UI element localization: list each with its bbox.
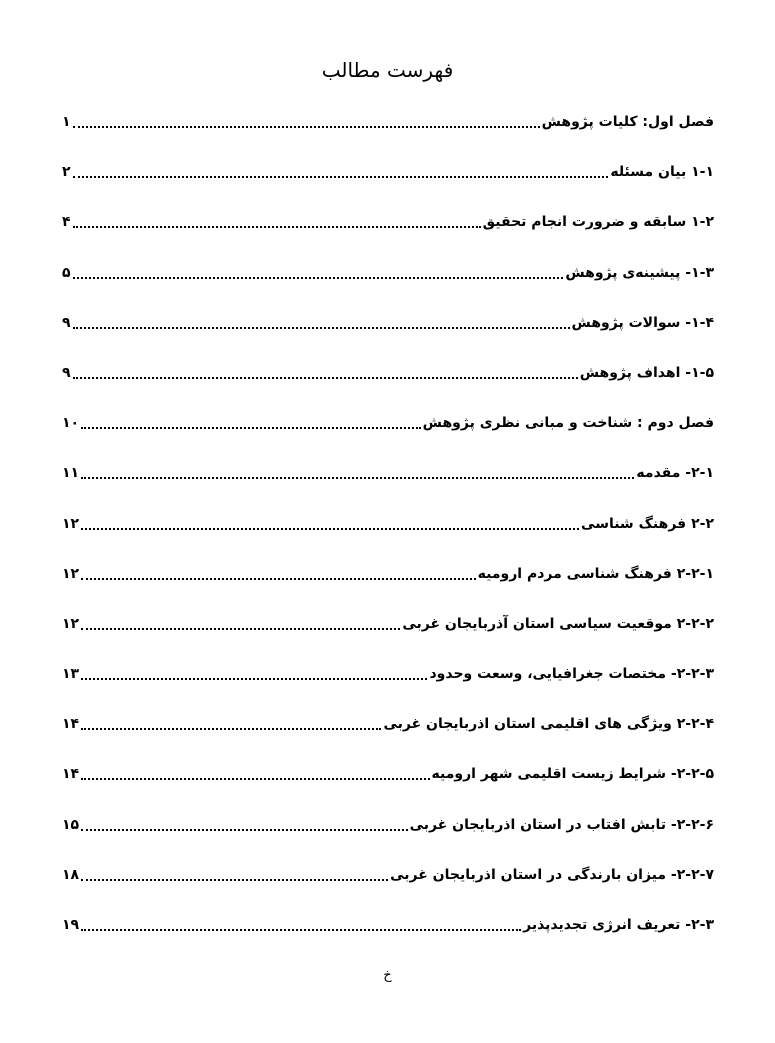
toc-entry-page-number: ۴: [62, 214, 71, 231]
toc-entry-title: ۲-۲ فرهنگ شناسی: [581, 515, 714, 532]
toc-dot-leader: [81, 410, 421, 436]
toc-entry-title: ۱-۵- اهداف پژوهش: [579, 364, 714, 381]
toc-entry-title: ۲-۲-۲ موقعیت سیاسی استان آذربایجان غربی: [402, 615, 714, 632]
toc-entry: [62, 209, 714, 259]
toc-entry-title: ۲-۳- تعریف انرژی تجدیدپذیر: [523, 917, 714, 933]
toc-entry-title: ۱-۲ سابقه و ضرورت انجام تحقیق: [482, 214, 714, 231]
toc-entry: [62, 812, 714, 862]
toc-dot-leader: [73, 310, 570, 336]
toc-dot-leader: [73, 209, 481, 235]
toc-dot-leader: [73, 159, 609, 185]
toc-entry: [62, 761, 714, 811]
toc-entry-title: ۱-۳- پیشینه‌ی پژوهش: [565, 264, 714, 281]
toc-dot-leader: [81, 511, 579, 537]
toc-dot-leader: [81, 661, 427, 687]
toc-entry-page-number: ۱۹: [62, 917, 80, 933]
toc-entry-page-number: ۱۱: [62, 465, 80, 482]
table-of-contents: [62, 109, 714, 962]
page-number: خ: [383, 968, 392, 983]
toc-entry-title: ۲-۲-۳- مختصات جغرافیایی، وسعت وحدود: [429, 666, 714, 683]
toc-entry-title: ۲-۲-۵- شرایط زیست اقلیمی شهر ارومیه: [431, 766, 714, 783]
toc-entry-title: ۲-۲-۶- تابش افتاب در استان اذربایجان غربی: [409, 816, 714, 833]
toc-entry: [62, 360, 714, 410]
toc-entry-page-number: ۱۳: [62, 666, 80, 683]
toc-entry: [62, 561, 714, 611]
toc-entry-title: ۲-۲-۴ ویژگی های اقلیمی استان اذربایجان غربی: [383, 716, 714, 733]
page-title: فهرست مطالب: [321, 58, 454, 82]
toc-entry-page-number: ۱۵: [62, 816, 80, 833]
toc-entry: [62, 912, 714, 962]
toc-entry-title: ۱-۴- سوالات پژوهش: [571, 314, 714, 331]
toc-entry-page-number: ۹: [62, 314, 71, 331]
toc-entry-page-number: ۱۲: [62, 615, 80, 632]
toc-dot-leader: [81, 761, 429, 787]
toc-dot-leader: [73, 260, 564, 286]
toc-dot-leader: [81, 561, 476, 587]
toc-dot-leader: [81, 812, 407, 838]
toc-entry: [62, 862, 714, 912]
toc-entry-page-number: ۱۴: [62, 766, 80, 783]
toc-dot-leader: [81, 862, 388, 888]
toc-entry: [62, 611, 714, 661]
toc-dot-leader: [81, 611, 400, 637]
toc-entry-title: فصل اول: کلیات پژوهش: [541, 114, 714, 130]
toc-entry: [62, 661, 714, 711]
toc-entry: [62, 711, 714, 761]
toc-entry-page-number: ۹: [62, 364, 71, 381]
toc-entry: [62, 310, 714, 360]
toc-dot-leader: [81, 912, 521, 938]
toc-entry-title: ۲-۲-۷- میزان بارندگی در استان اذربایجان غربی: [390, 866, 714, 883]
toc-dot-leader: [73, 109, 540, 135]
toc-entry-page-number: ۱۸: [62, 866, 80, 883]
toc-entry-title: ۱-۱ بیان مسئله: [610, 164, 714, 181]
toc-entry: [62, 410, 714, 460]
toc-dot-leader: [81, 460, 634, 486]
toc-entry: [62, 260, 714, 310]
toc-entry-page-number: ۱۰: [62, 415, 80, 432]
toc-entry-page-number: ۱۲: [62, 565, 80, 582]
toc-entry-page-number: ۱۲: [62, 515, 80, 532]
toc-entry: [62, 460, 714, 510]
toc-dot-leader: [81, 711, 381, 737]
toc-dot-leader: [73, 360, 578, 386]
toc-entry-title: ۲-۱- مقدمه: [636, 465, 714, 482]
toc-entry-page-number: ۱: [62, 114, 71, 130]
toc-entry-title: ۲-۲-۱ فرهنگ شناسی مردم ارومیه: [477, 565, 714, 582]
toc-entry: [62, 511, 714, 561]
toc-entry: [62, 159, 714, 209]
toc-entry-page-number: ۱۴: [62, 716, 80, 733]
toc-entry-title: فصل دوم : شناخت و مبانی نظری پژوهش: [422, 415, 714, 432]
toc-entry-page-number: ۵: [62, 264, 71, 281]
toc-entry-page-number: ۲: [62, 164, 71, 181]
toc-entry: [62, 109, 714, 159]
